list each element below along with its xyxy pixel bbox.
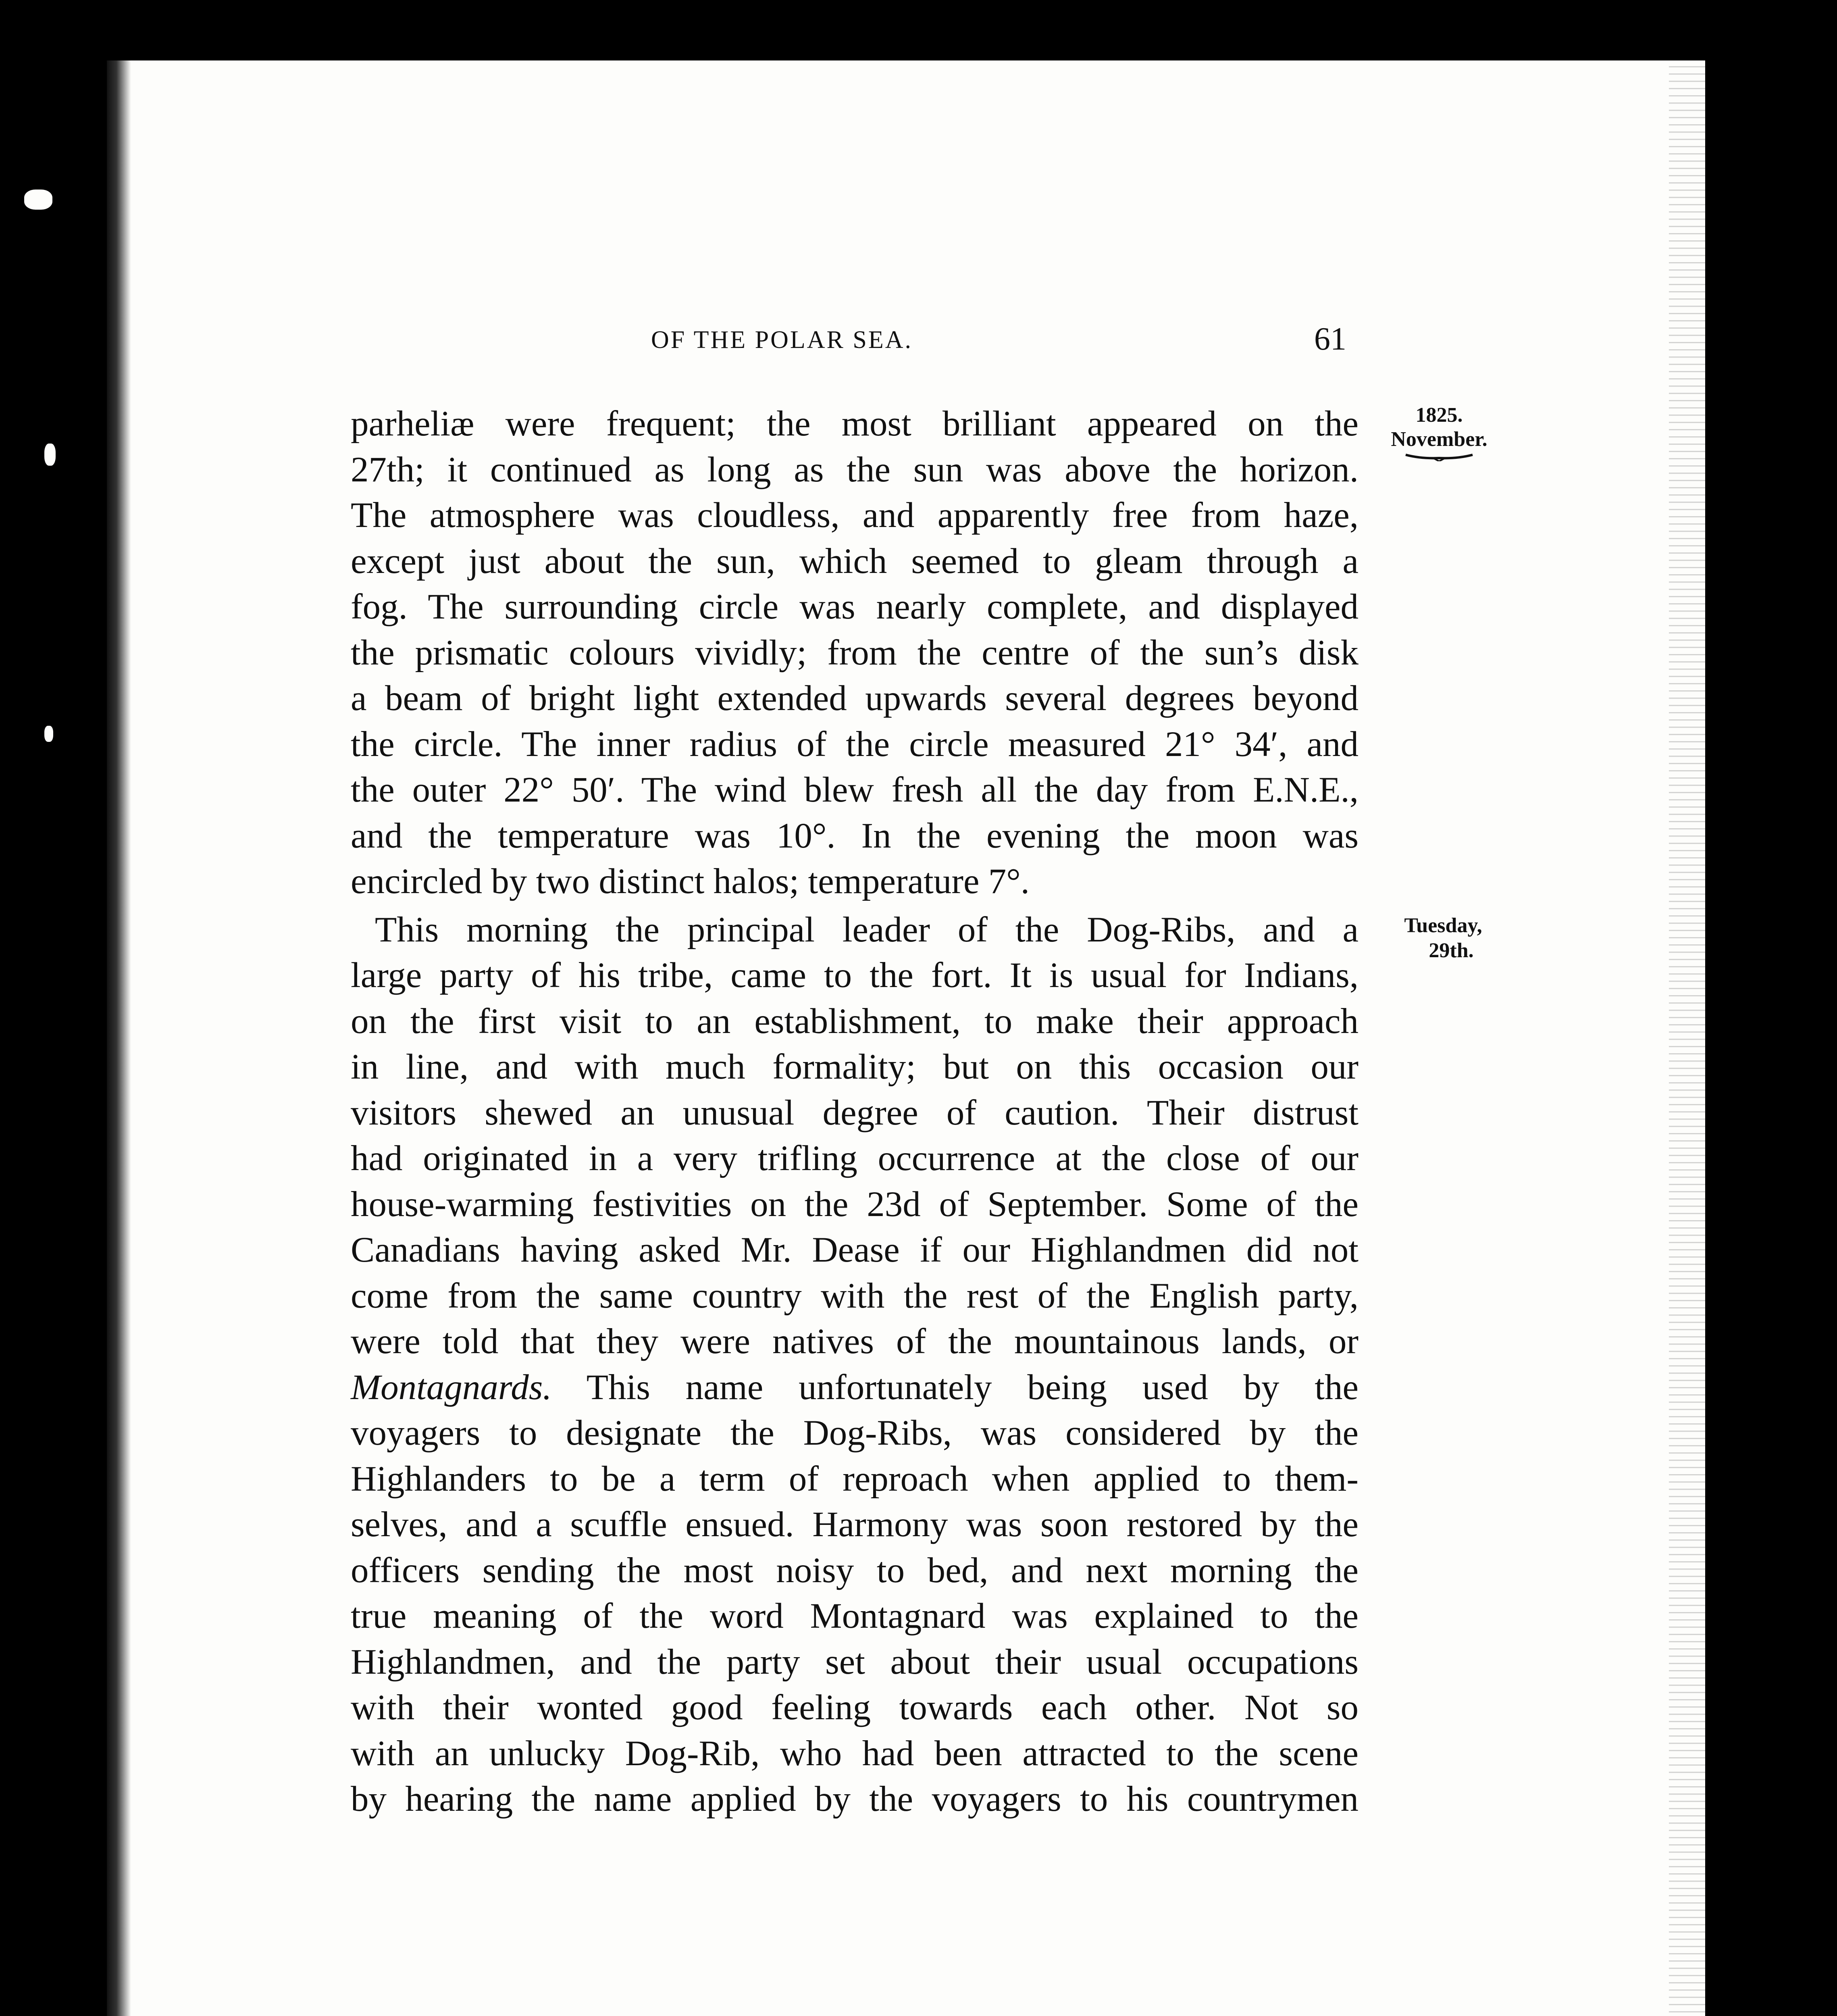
scan-speck: [44, 726, 53, 742]
running-head: OF THE POLAR SEA.: [651, 326, 913, 354]
text-line: house-warming festivities on the 23d of September. Some of the: [351, 1184, 1359, 1224]
margin-weekday: Tuesday,: [1404, 914, 1482, 937]
text-line: This morning the principal leader of the Dog-Ribs, and a: [375, 910, 1359, 950]
text-line: the outer 22° 50′. The wind blew fresh all the day from E.N.E.,: [351, 770, 1359, 810]
text-line: encircled by two distinct halos; temperature 7°.: [351, 862, 1030, 901]
text-line: The atmosphere was cloudless, and apparently free from haze,: [351, 496, 1359, 535]
text-line: voyagers to designate the Dog-Ribs, was considered by the: [351, 1413, 1359, 1453]
text-line: the prismatic colours vividly; from the centre of the sun’s disk: [351, 633, 1359, 673]
page-edge-stack: [1669, 60, 1705, 2016]
text-line: large party of his tribe, came to the fort. It is usual for Indians,: [351, 956, 1359, 995]
text-line: with an unlucky Dog-Rib, who had been attracted to the scene: [351, 1733, 1359, 1773]
text-line: a beam of bright light extended upwards several degrees beyond: [351, 679, 1359, 718]
text-line: Canadians having asked Mr. Dease if our Highlandmen did not: [351, 1230, 1359, 1270]
text-line: except just about the sun, which seemed to gleam through a: [351, 541, 1359, 581]
scan-speck: [24, 190, 52, 210]
italic-word: Montagnards.: [351, 1367, 552, 1407]
text-line: come from the same country with the rest of the English party,: [351, 1276, 1359, 1316]
text-line: by hearing the name applied by the voyagers to his countrymen: [351, 1779, 1359, 1819]
margin-date-note: [1371, 403, 1508, 461]
binding-shadow: [107, 60, 131, 2016]
text-line-rest: This name unfortunately being used by the: [551, 1367, 1359, 1407]
scan-speck: [44, 444, 56, 466]
text-line: were told that they were natives of the mountainous lands, or: [351, 1322, 1359, 1361]
margin-year: 1825.: [1415, 404, 1463, 427]
body-text: [351, 401, 1359, 1822]
text-line: parheliæ were frequent; the most brilliant appeared on the: [351, 404, 1359, 444]
text-line: officers sending the most noisy to bed, and next morning the: [351, 1550, 1359, 1590]
text-line: had originated in a very trifling occurrence at the close of our: [351, 1139, 1359, 1178]
text-line: Highlandmen, and the party set about their usual occupations: [351, 1642, 1359, 1682]
text-line: the circle. The inner radius of the circle measured 21° 34′, and: [351, 724, 1359, 764]
page-number: 61: [1314, 321, 1346, 357]
text-line: true meaning of the word Montagnard was explained to the: [351, 1596, 1359, 1636]
text-line: Highlanders to be a term of reproach when applied to them-: [351, 1459, 1359, 1499]
text-line: fog. The surrounding circle was nearly complete, and displayed: [351, 587, 1359, 627]
text-line-with-italic: [351, 1365, 1359, 1411]
text-line: on the first visit to an establishment, to make their approach: [351, 1001, 1359, 1041]
text-line: with their wonted good feeling towards each other. Not so: [351, 1688, 1359, 1727]
text-line: selves, and a scuffle ensued. Harmony was soon restored by the: [351, 1505, 1359, 1544]
text-line: and the temperature was 10°. In the evening the moon was: [351, 816, 1359, 856]
margin-day-note: [1379, 913, 1508, 963]
decorative-brace-rule: [1405, 453, 1473, 461]
text-line: visitors shewed an unusual degree of caution. Their distrust: [351, 1093, 1359, 1133]
text-line: in line, and with much formality; but on this occasion our: [351, 1047, 1359, 1087]
margin-day: 29th.: [1429, 939, 1474, 962]
margin-month: November.: [1391, 428, 1487, 451]
text-line: 27th; it continued as long as the sun was above the horizon.: [351, 450, 1359, 489]
